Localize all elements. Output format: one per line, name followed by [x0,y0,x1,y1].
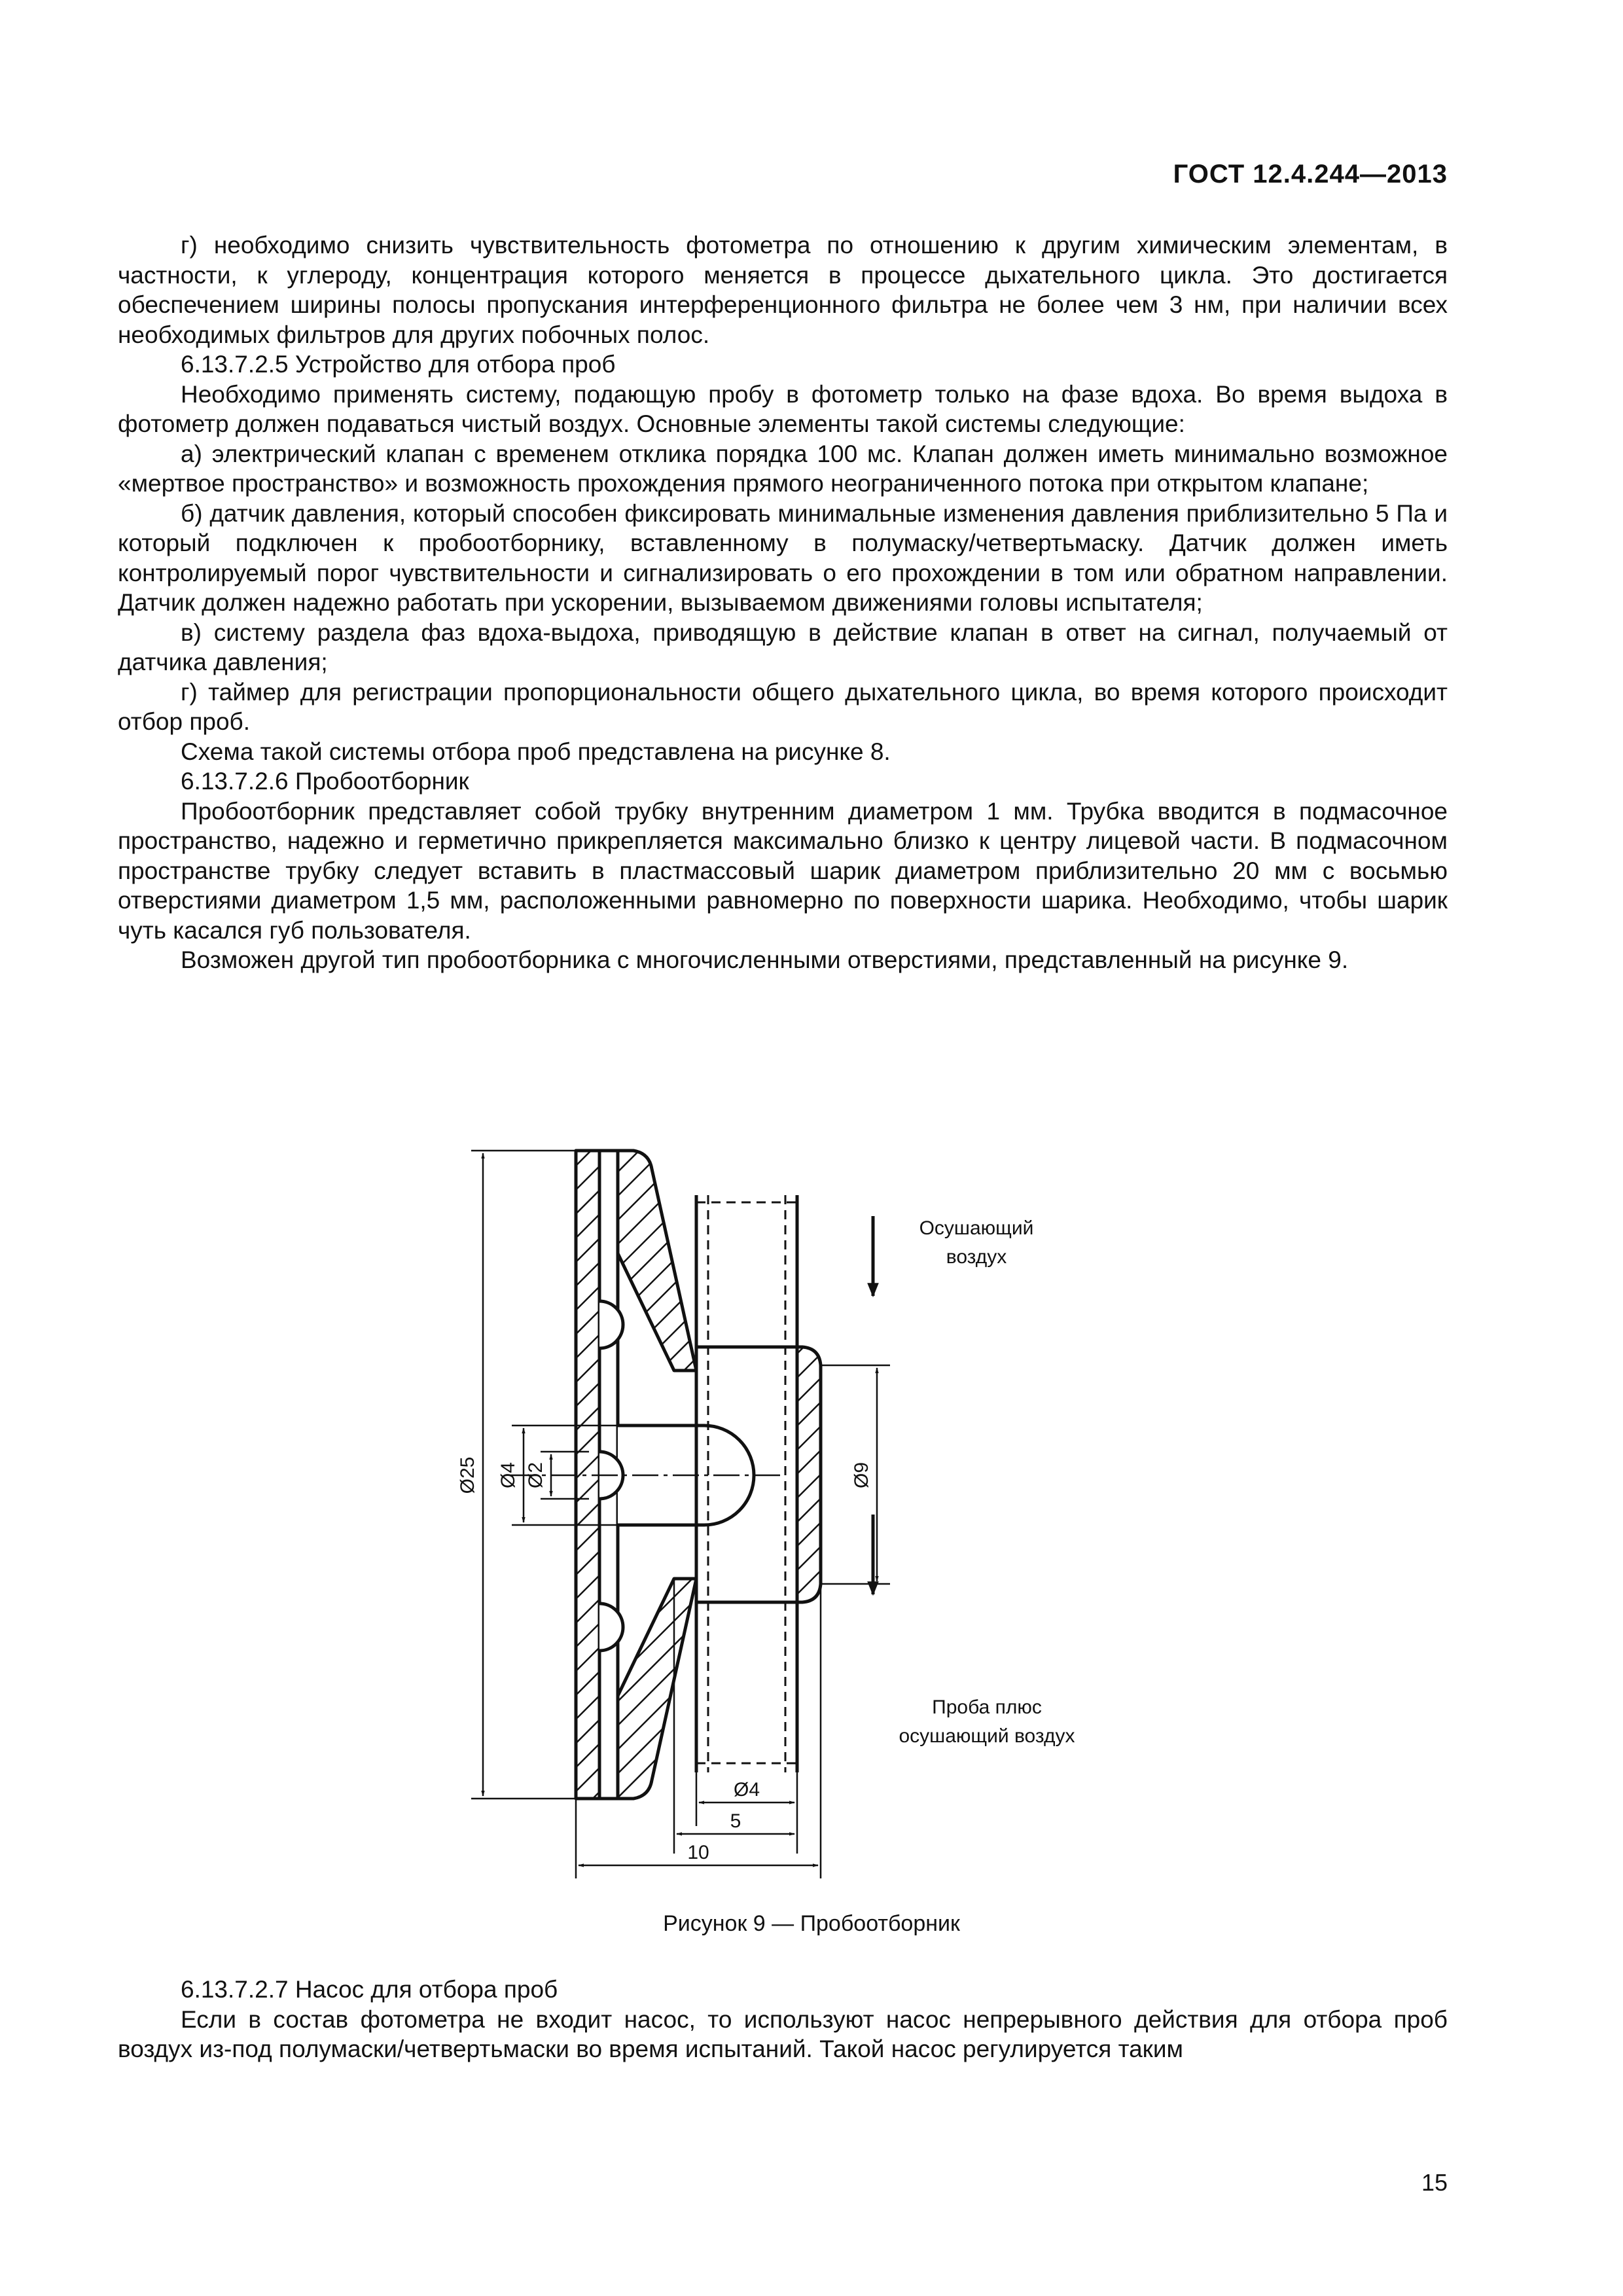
tube-collar [797,1347,821,1602]
paragraph: Возможен другой тип пробоотборника с многочисленными отверстиями, представленный на рисунке 9. [181,946,1349,973]
dim-d9-label: Ø9 [851,1462,872,1489]
hole-upper [599,1301,623,1348]
list-item: г) таймер для регистрации пропорциональности общего дыхательного цикла, во время которого происходит отбор проб. [118,678,1448,735]
hole-lower [599,1604,623,1651]
page-number: 15 [1421,2169,1448,2196]
figure-caption: Рисунок 9 — Пробоотборник [663,1911,960,1936]
paragraph: Пробоотборник представляет собой трубку внутренним диаметром 1 мм. Трубка вводится в подмасочное пространство, надежно и герметично прикрепляется максимально близко к центру лицевой части. В подмасочном пространстве трубку следует вставить в пластмассовый шарик диаметром приблизительно 20 мм с восьмью отверстиями диаметром 1,5 мм, расположенными равномерно по поверхности шарика. Необходимо, чтобы шарик чуть касался губ пользователя. [118,797,1448,944]
list-item: в) систему раздела фаз вдоха-выдоха, приводящую в действие клапан в ответ на сигнал, получаемый от датчика давления; [118,619,1448,675]
paragraph: г) необходимо снизить чувствительность фотометра по отношению к другим химическим элементам, в частности, к углероду, концентрация которого меняется в процессе дыхательного цикла. Это достигается обеспечением ширины полосы пропускания интерференционного фильтра не более чем 3 нм, при наличии всех необходимых фильтров для других побочных полос. [118,232,1448,348]
lower-flange [618,1579,696,1799]
label-sample-1: Проба плюс [932,1696,1042,1718]
paragraph: Схема такой системы отбора проб представлена на рисунке 8. [181,738,891,765]
label-dry-air-1: Осушающий [919,1217,1034,1239]
dim-10-label: 10 [687,1842,709,1863]
section-heading: 6.13.7.2.5 Устройство для отбора проб [181,351,616,378]
section-heading: 6.13.7.2.7 Насос для отбора проб [181,1976,558,2003]
document-code: ГОСТ 12.4.244—2013 [1173,160,1448,188]
dim-d2-label: Ø2 [525,1462,546,1489]
paragraph: Необходимо применять систему, подающую пробу в фотометр только на фазе вдоха. Во время выдоха в фотометр должен подаваться чистый воздух. Основные элементы такой системы следующие: [118,380,1448,437]
upper-flange [618,1151,696,1371]
dim-5-label: 5 [730,1810,741,1832]
figure-9-probe-drawing [0,1139,1623,1878]
section-heading: 6.13.7.2.6 Пробоотборник [181,768,469,795]
label-sample-2: осушающий воздух [899,1725,1075,1747]
dim-d4-bottom-label: Ø4 [733,1779,760,1801]
dim-d4-left-label: Ø4 [497,1462,519,1489]
label-dry-air-2: воздух [946,1246,1007,1268]
paragraph: Если в состав фотометра не входит насос, то используют насос непрерывного действия для отбора проб воздух из-под полумаски/четвертьмаски во время испытаний. Такой насос регулируется таким [118,2005,1448,2062]
technical-drawing [0,1139,1623,1878]
body-text-bottom [118,1975,1448,2064]
dim-d25-label: Ø25 [457,1456,478,1494]
body-text-top [118,230,1448,975]
list-item: а) электрический клапан с временем отклика порядка 100 мс. Клапан должен иметь минимально возможное «мертвое пространство» и возможность прохождения прямого неограниченного потока при открытом клапане; [118,440,1448,497]
list-item: б) датчик давления, который способен фиксировать минимальные изменения давления приблизительно 5 Па и который подключен к пробоотборнику, вставленному в полумаску/четвертьмаску. Датчик должен иметь контролируемый порог чувствительности и сигнализировать о его прохождении в том или обратном направлении. Датчик должен надежно работать при ускорении, вызываемом движениями головы испытателя; [118,499,1448,616]
